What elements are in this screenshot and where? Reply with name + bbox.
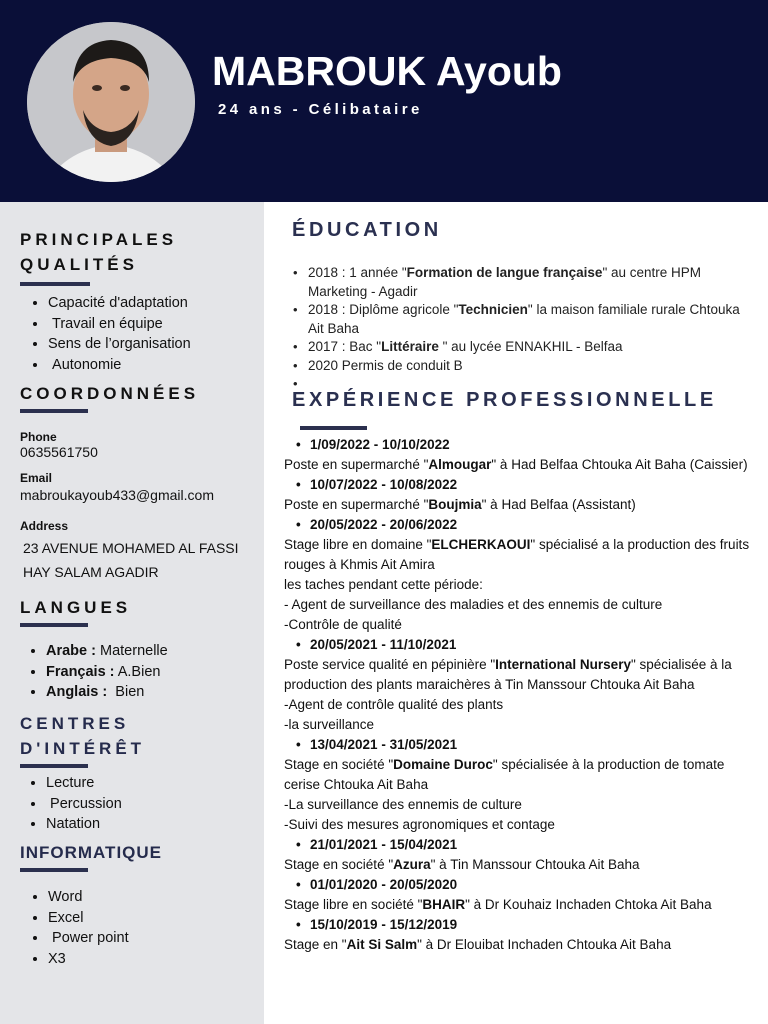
list-item: • Français : A.Bien: [46, 662, 168, 683]
qualities-heading: [20, 227, 177, 277]
email-value: mabroukayoub433@gmail.com: [20, 487, 214, 503]
experience-heading: EXPÉRIENCE PROFESSIONNELLE: [292, 389, 717, 411]
experience-description: Stage libre en société "BHAIR" à Dr Kouhaiz Inchaden Chtoka Ait Baha: [284, 897, 712, 912]
experience-date: • 20/05/2021 - 11/10/2021: [284, 635, 754, 655]
computing-list: [48, 887, 129, 969]
experience-task: -la surveillance: [284, 717, 375, 732]
experience-date: • 21/01/2021 - 15/04/2021: [284, 835, 754, 855]
experience-description: Stage libre en domaine "ELCHERKAOUI" spécialisé a la production des fruits rouges à Khmis Ait Amira: [284, 537, 750, 572]
experience-date: • 20/05/2022 - 20/06/2022: [284, 515, 754, 535]
education-heading: ÉDUCATION: [292, 219, 442, 241]
education-list: [308, 264, 758, 394]
interests-heading-line1: CENTRES: [20, 714, 130, 733]
list-item: • 2018 : Diplôme agricole "Technicien" la maison familiale rurale Chtouka Ait Baha: [308, 301, 758, 338]
list-item: • 2020 Permis de conduit B: [308, 357, 758, 376]
list-item: • Power point: [48, 928, 129, 949]
candidate-subtitle: 24 ans - Célibataire: [218, 101, 423, 118]
list-item: • Autonomie: [48, 355, 191, 376]
profile-photo: [27, 22, 195, 182]
phone-label: Phone: [20, 430, 57, 444]
computing-heading: INFORMATIQUE: [20, 843, 163, 862]
experience-task: -La surveillance des ennemis de culture: [284, 797, 522, 812]
experience-task: -Agent de contrôle qualité des plants: [284, 697, 504, 712]
computing-rule: [20, 868, 88, 872]
interests-rule: [20, 764, 88, 768]
interests-heading-line2: D'INTÉRÊT: [20, 739, 146, 758]
list-item: • Sens de l’organisation: [48, 334, 191, 355]
list-item: • Capacité d'adaptation: [48, 293, 191, 314]
qualities-rule: [20, 282, 90, 286]
experience-date: • 01/01/2020 - 20/05/2020: [284, 875, 754, 895]
languages-heading: LANGUES: [20, 598, 132, 617]
list-item: • Anglais : Bien: [46, 682, 168, 703]
languages-list: [46, 641, 168, 703]
experience-task: -Suivi des mesures agronomiques et contage: [284, 817, 555, 832]
list-item: • X3: [48, 949, 129, 970]
contact-heading: COORDONNÉES: [20, 384, 200, 403]
phone-value: 0635561750: [20, 444, 98, 460]
list-item: • 2017 : Bac "Littéraire " au lycée ENNAKHIL - Belfaa: [308, 338, 758, 357]
experience-rule: [300, 426, 367, 430]
qualities-heading-line1: PRINCIPALES: [20, 230, 178, 249]
list-item: • Natation: [46, 814, 122, 835]
experience-date: • 1/09/2022 - 10/10/2022: [284, 435, 754, 455]
candidate-name: MABROUK Ayoub: [212, 48, 562, 94]
experience-date: • 13/04/2021 - 31/05/2021: [284, 735, 754, 755]
address-label: Address: [20, 519, 69, 533]
experience-description: Poste service qualité en pépinière "International Nursery" spécialisée à la production des plants maraichères à Tin Manssour Chtouka Ait Baha: [284, 657, 732, 692]
experience-description: Stage en société "Azura" à Tin Manssour Chtouka Ait Baha: [284, 857, 640, 872]
experience-date: • 15/10/2019 - 15/12/2019: [284, 915, 754, 935]
list-item: • Arabe : Maternelle: [46, 641, 168, 662]
list-item: • Lecture: [46, 773, 122, 794]
experience-description: Poste en supermarché "Almougar" à Had Belfaa Chtouka Ait Baha (Caissier): [284, 457, 748, 472]
header-banner: [0, 0, 768, 202]
experience-list: [284, 435, 754, 955]
experience-task: les taches pendant cette période:: [284, 577, 483, 592]
interests-list: [46, 773, 122, 835]
experience-date: • 10/07/2022 - 10/08/2022: [284, 475, 754, 495]
list-item: • Excel: [48, 908, 129, 929]
experience-task: -Contrôle de qualité: [284, 617, 402, 632]
email-label: Email: [20, 471, 53, 485]
contact-rule: [20, 409, 88, 413]
list-item: • Word: [48, 887, 129, 908]
address-line-1: 23 AVENUE MOHAMED AL FASSI: [23, 540, 239, 556]
qualities-heading-line2: QUALITÉS: [20, 255, 138, 274]
interests-heading: [20, 711, 145, 761]
experience-task: - Agent de surveillance des maladies et des ennemis de culture: [284, 597, 663, 612]
languages-rule: [20, 623, 88, 627]
experience-description: Poste en supermarché "Boujmia" à Had Belfaa (Assistant): [284, 497, 636, 512]
qualities-list: [48, 293, 191, 375]
experience-description: Stage en société "Domaine Duroc" spécialisée à la production de tomate cerise Chtouka Ait Baha: [284, 757, 725, 792]
experience-description: Stage en "Ait Si Salm" à Dr Elouibat Inchaden Chtouka Ait Baha: [284, 937, 672, 952]
address-line-2: HAY SALAM AGADIR: [23, 564, 159, 580]
list-item: • Percussion: [46, 794, 122, 815]
list-item: • Travail en équipe: [48, 314, 191, 335]
list-item: • 2018 : 1 année "Formation de langue française" au centre HPM Marketing - Agadir: [308, 264, 758, 301]
